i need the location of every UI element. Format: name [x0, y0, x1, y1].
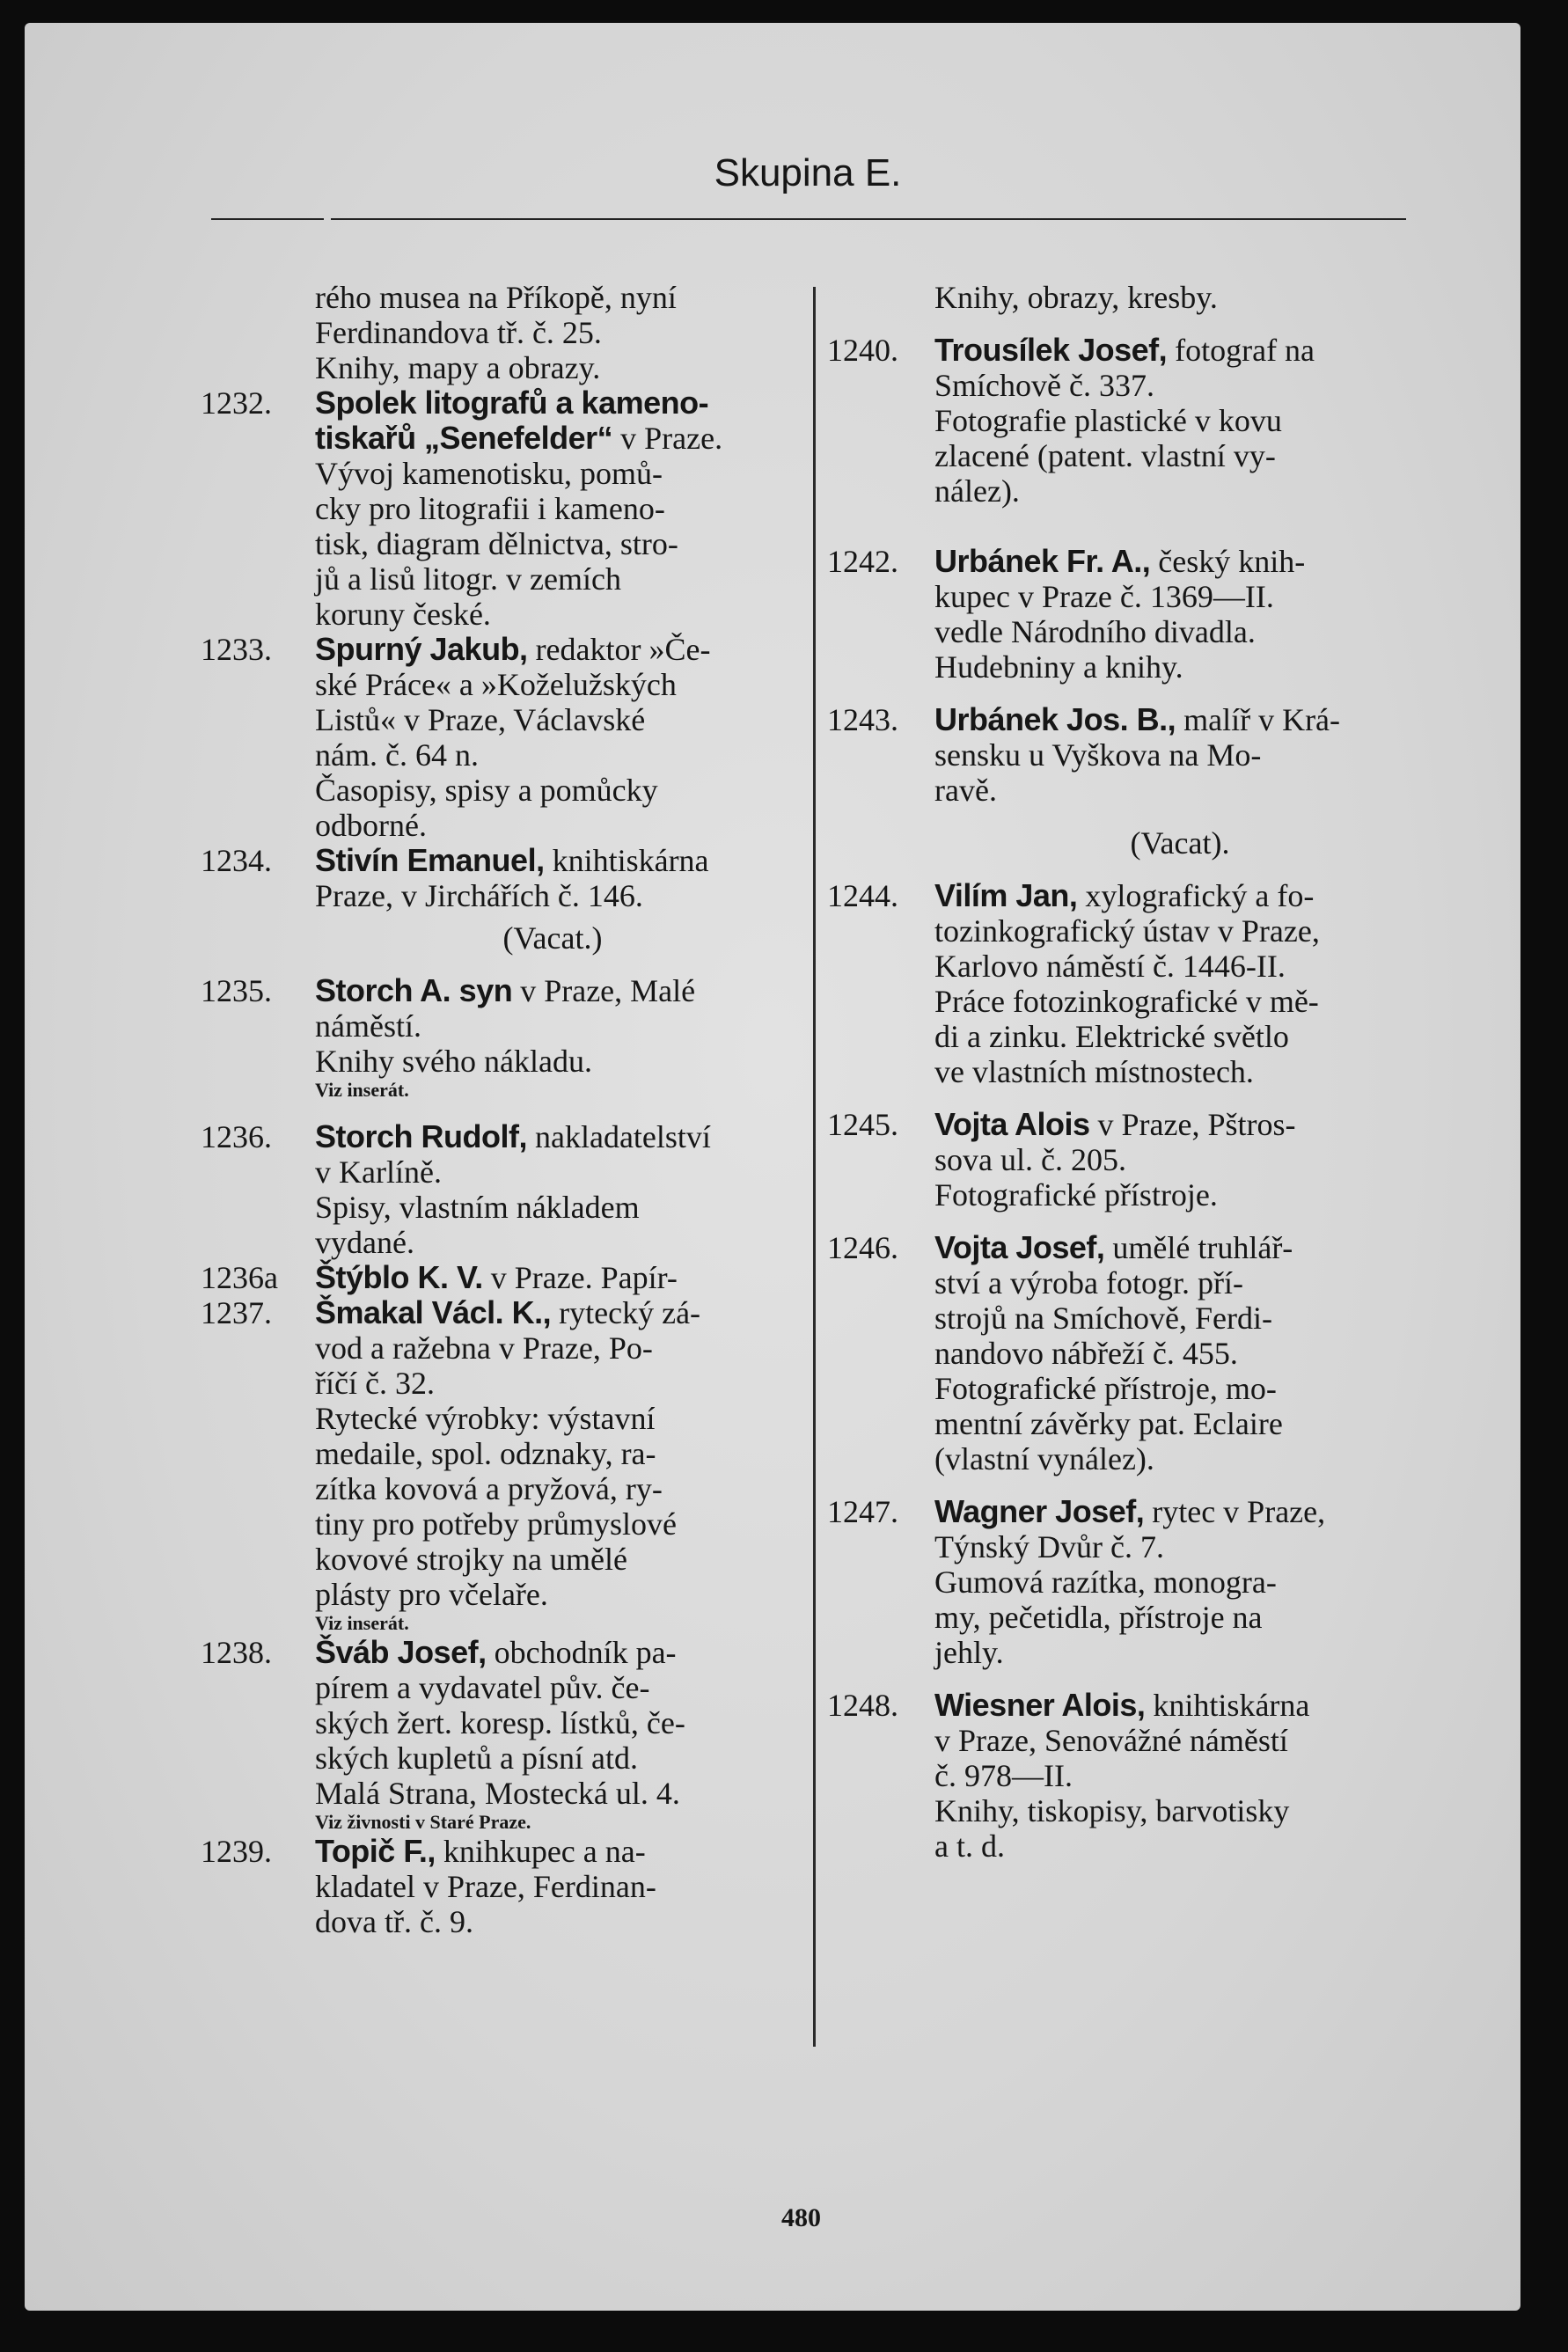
text-line: zlacené (patent. vlastní vy-	[934, 438, 1276, 473]
text-line: my, pečetidla, přístroje na	[934, 1600, 1263, 1635]
continuation-right	[827, 280, 1425, 315]
entry-name: Storch A. syn	[315, 972, 513, 1008]
text-line: Vývoj kamenotisku, pomů-	[315, 456, 663, 491]
text-line: a t. d.	[934, 1828, 1005, 1864]
text-line: ství a výroba fotogr. pří-	[934, 1265, 1243, 1301]
text-line: v Praze, Senovážné náměstí	[934, 1723, 1288, 1758]
entry-name: Spurný Jakub,	[315, 631, 528, 667]
entry-name: Šváb Josef,	[315, 1634, 487, 1670]
text-line: Listů« v Praze, Václavské	[315, 702, 646, 737]
entry-name: Šmakal Václ. K.,	[315, 1294, 552, 1330]
text-line: Karlovo náměstí č. 1446-II.	[934, 949, 1286, 984]
vacat-label: (Vacat).	[1130, 825, 1230, 861]
entry-1245	[827, 1107, 1425, 1213]
entry-name: Vojta Alois	[934, 1106, 1090, 1142]
text-line: ravě.	[934, 773, 997, 808]
entry-number: 1239.	[201, 1834, 272, 1869]
text-line: tiny pro potřeby průmyslové	[315, 1506, 677, 1542]
entry-rest: fotograf na	[1167, 333, 1315, 368]
entry-name: tiskařů „Senefelder“	[315, 420, 613, 456]
text-line: ských žert. koresp. lístků, če-	[315, 1705, 685, 1740]
entry-1240	[827, 333, 1425, 509]
entry-name: Spolek litografů a kameno-	[315, 385, 709, 421]
text-line: Týnský Dvůr č. 7.	[934, 1529, 1164, 1564]
insert-note: Viz inserát.	[315, 1079, 409, 1101]
text-line: Knihy, tiskopisy, barvotisky	[934, 1793, 1290, 1828]
text-line: Gumová razítka, monogra-	[934, 1564, 1277, 1600]
text-line: vod a ražebna v Praze, Po-	[315, 1330, 653, 1366]
entry-1242	[827, 544, 1425, 685]
entry-1236	[201, 1119, 790, 1260]
text-line: tisk, diagram dělnictva, stro-	[315, 526, 678, 561]
text-line: vydané.	[315, 1225, 414, 1260]
entry-number: 1240.	[827, 333, 898, 368]
entry-name: Topič F.,	[315, 1833, 436, 1869]
entry-1244	[827, 878, 1425, 1089]
continuation-left	[201, 280, 790, 385]
text-line: odborné.	[315, 808, 427, 843]
right-column	[827, 280, 1425, 1864]
entry-rest: v Praze, Malé	[512, 973, 696, 1008]
text-line: zítka kovová a pryžová, ry-	[315, 1471, 663, 1506]
text-line: Knihy svého nákladu.	[315, 1044, 592, 1079]
entry-number: 1243.	[827, 702, 898, 737]
entry-number: 1233.	[201, 632, 272, 667]
header-rule-left	[211, 218, 324, 220]
entry-number: 1248.	[827, 1688, 898, 1723]
entry-name: Trousílek Josef,	[934, 332, 1168, 368]
entry-1235	[201, 973, 790, 1102]
text-line: kupec v Praze č. 1369—II.	[934, 579, 1274, 614]
entry-rest: knihtiskárna	[544, 843, 709, 878]
entry-rest: v Praze. Papír-	[482, 1260, 678, 1295]
entry-rest: český knih-	[1150, 544, 1306, 579]
text-line: Spisy, vlastním nákladem	[315, 1190, 640, 1225]
entry-1248	[827, 1688, 1425, 1864]
text-line: kovové strojky na umělé	[315, 1542, 627, 1577]
text-line: v Karlíně.	[315, 1154, 442, 1190]
entry-1237	[201, 1295, 790, 1635]
insert-note: Viz inserát.	[315, 1612, 409, 1634]
text-line: jů a lisů litogr. v zemích	[315, 561, 621, 597]
left-column	[201, 280, 790, 1939]
entry-rest: rytec v Praze,	[1144, 1494, 1326, 1529]
page-header: Skupina E.	[714, 151, 902, 194]
entry-number: 1247.	[827, 1494, 898, 1529]
entry-rest: knihtiskárna	[1145, 1688, 1310, 1723]
text-line: ské Práce« a »Koželužských	[315, 667, 677, 702]
text-line: vedle Národního divadla.	[934, 614, 1256, 649]
entry-rest: rytecký zá-	[551, 1295, 701, 1330]
text-line: sova ul. č. 205.	[934, 1142, 1126, 1177]
text-line: medaile, spol. odznaky, ra-	[315, 1436, 656, 1471]
entry-rest: knihkupec a na-	[435, 1834, 646, 1869]
entry-number: 1235.	[201, 973, 272, 1008]
entry-rest: malíř v Krá-	[1176, 702, 1341, 737]
text-line: Ferdinandova tř. č. 25.	[315, 315, 602, 350]
text-line: strojů na Smíchově, Ferdi-	[934, 1301, 1272, 1336]
entry-number: 1246.	[827, 1230, 898, 1265]
text-line: Fotografie plastické v kovu	[934, 403, 1282, 438]
entry-rest: redaktor »Če-	[527, 632, 711, 667]
header-rule-right	[331, 218, 1406, 220]
entry-number: 1237.	[201, 1295, 272, 1330]
entry-number: 1236a	[201, 1260, 278, 1295]
entry-rest: obchodník pa-	[486, 1635, 677, 1670]
text-line: kladatel v Praze, Ferdinan-	[315, 1869, 656, 1904]
text-line: dova tř. č. 9.	[315, 1904, 473, 1939]
text-line: Fotografické přístroje.	[934, 1177, 1218, 1213]
entry-name: Stivín Emanuel,	[315, 842, 545, 878]
entry-1246	[827, 1230, 1425, 1476]
page-number: 480	[781, 2203, 821, 2232]
entry-name: Vojta Josef,	[934, 1229, 1105, 1265]
text-line: rého musea na Příkopě, nyní	[315, 280, 677, 315]
text-line: Hudebniny a knihy.	[934, 649, 1183, 685]
text-line: Smíchově č. 337.	[934, 368, 1154, 403]
entry-name: Vilím Jan,	[934, 877, 1078, 913]
text-line: Knihy, obrazy, kresby.	[934, 280, 1218, 315]
entry-name: Storch Rudolf,	[315, 1118, 527, 1154]
text-line: náměstí.	[315, 1008, 421, 1044]
entry-name: Wiesner Alois,	[934, 1687, 1146, 1723]
text-line: mentní závěrky pat. Eclaire	[934, 1406, 1283, 1441]
text-line: nám. č. 64 n.	[315, 737, 479, 773]
entry-number: 1238.	[201, 1635, 272, 1670]
vacat-label: (Vacat.)	[502, 920, 603, 956]
entry-1247	[827, 1494, 1425, 1670]
text-line: nandovo nábřeží č. 455.	[934, 1336, 1238, 1371]
entry-1238	[201, 1635, 790, 1834]
text-line: plásty pro včelaře.	[315, 1577, 548, 1612]
entry-name: Urbánek Jos. B.,	[934, 701, 1176, 737]
text-line: koruny české.	[315, 597, 491, 632]
column-divider	[813, 287, 816, 2047]
text-line: ve vlastních místnostech.	[934, 1054, 1254, 1089]
text-line: tozinkografický ústav v Praze,	[934, 913, 1320, 949]
text-line: (vlastní vynález).	[934, 1441, 1154, 1476]
entry-number: 1245.	[827, 1107, 898, 1142]
text-line: říčí č. 32.	[315, 1366, 435, 1401]
text-line: Malá Strana, Mostecká ul. 4.	[315, 1776, 680, 1811]
text-line: Práce fotozinkografické v mě-	[934, 984, 1319, 1019]
entry-number: 1236.	[201, 1119, 272, 1154]
text-line: di a zinku. Elektrické světlo	[934, 1019, 1289, 1054]
entry-1239	[201, 1834, 790, 1939]
entry-1243	[827, 702, 1425, 861]
entry-number: 1244.	[827, 878, 898, 913]
entry-name: Štýblo K. V.	[315, 1259, 483, 1295]
entry-rest: xylografický a fo-	[1077, 878, 1315, 913]
text-line: Časopisy, spisy a pomůcky	[315, 773, 658, 808]
entry-1236a	[201, 1260, 790, 1295]
text-line: Rytecké výrobky: výstavní	[315, 1401, 656, 1436]
entry-name: Urbánek Fr. A.,	[934, 543, 1151, 579]
entry-rest: umělé truhlář-	[1104, 1230, 1293, 1265]
text-line: pírem a vydavatel pův. če-	[315, 1670, 650, 1705]
text-line: Fotografické přístroje, mo-	[934, 1371, 1277, 1406]
entry-name: Wagner Josef,	[934, 1493, 1145, 1529]
entry-location: v Praze.	[612, 421, 723, 456]
text-line: ských kupletů a písní atd.	[315, 1740, 638, 1776]
text-line: jehly.	[934, 1635, 1004, 1670]
entry-1232	[201, 385, 790, 632]
entry-rest: v Praze, Pštros-	[1089, 1107, 1296, 1142]
text-line: Praze, v Jirchářích č. 146.	[315, 878, 643, 913]
text-line: nález).	[934, 473, 1020, 509]
entry-number: 1234.	[201, 843, 272, 878]
entry-1233	[201, 632, 790, 843]
page	[25, 23, 1520, 2311]
entry-number: 1232.	[201, 385, 272, 421]
text-line: sensku u Vyškova na Mo-	[934, 737, 1262, 773]
entry-rest: nakladatelství	[526, 1119, 711, 1154]
entry-1234	[201, 843, 790, 956]
text-line: č. 978—II.	[934, 1758, 1073, 1793]
text-line: cky pro litografii i kameno-	[315, 491, 665, 526]
entry-number: 1242.	[827, 544, 898, 579]
text-line: Knihy, mapy a obrazy.	[315, 350, 601, 385]
insert-note: Viz živnosti v Staré Praze.	[315, 1811, 531, 1833]
